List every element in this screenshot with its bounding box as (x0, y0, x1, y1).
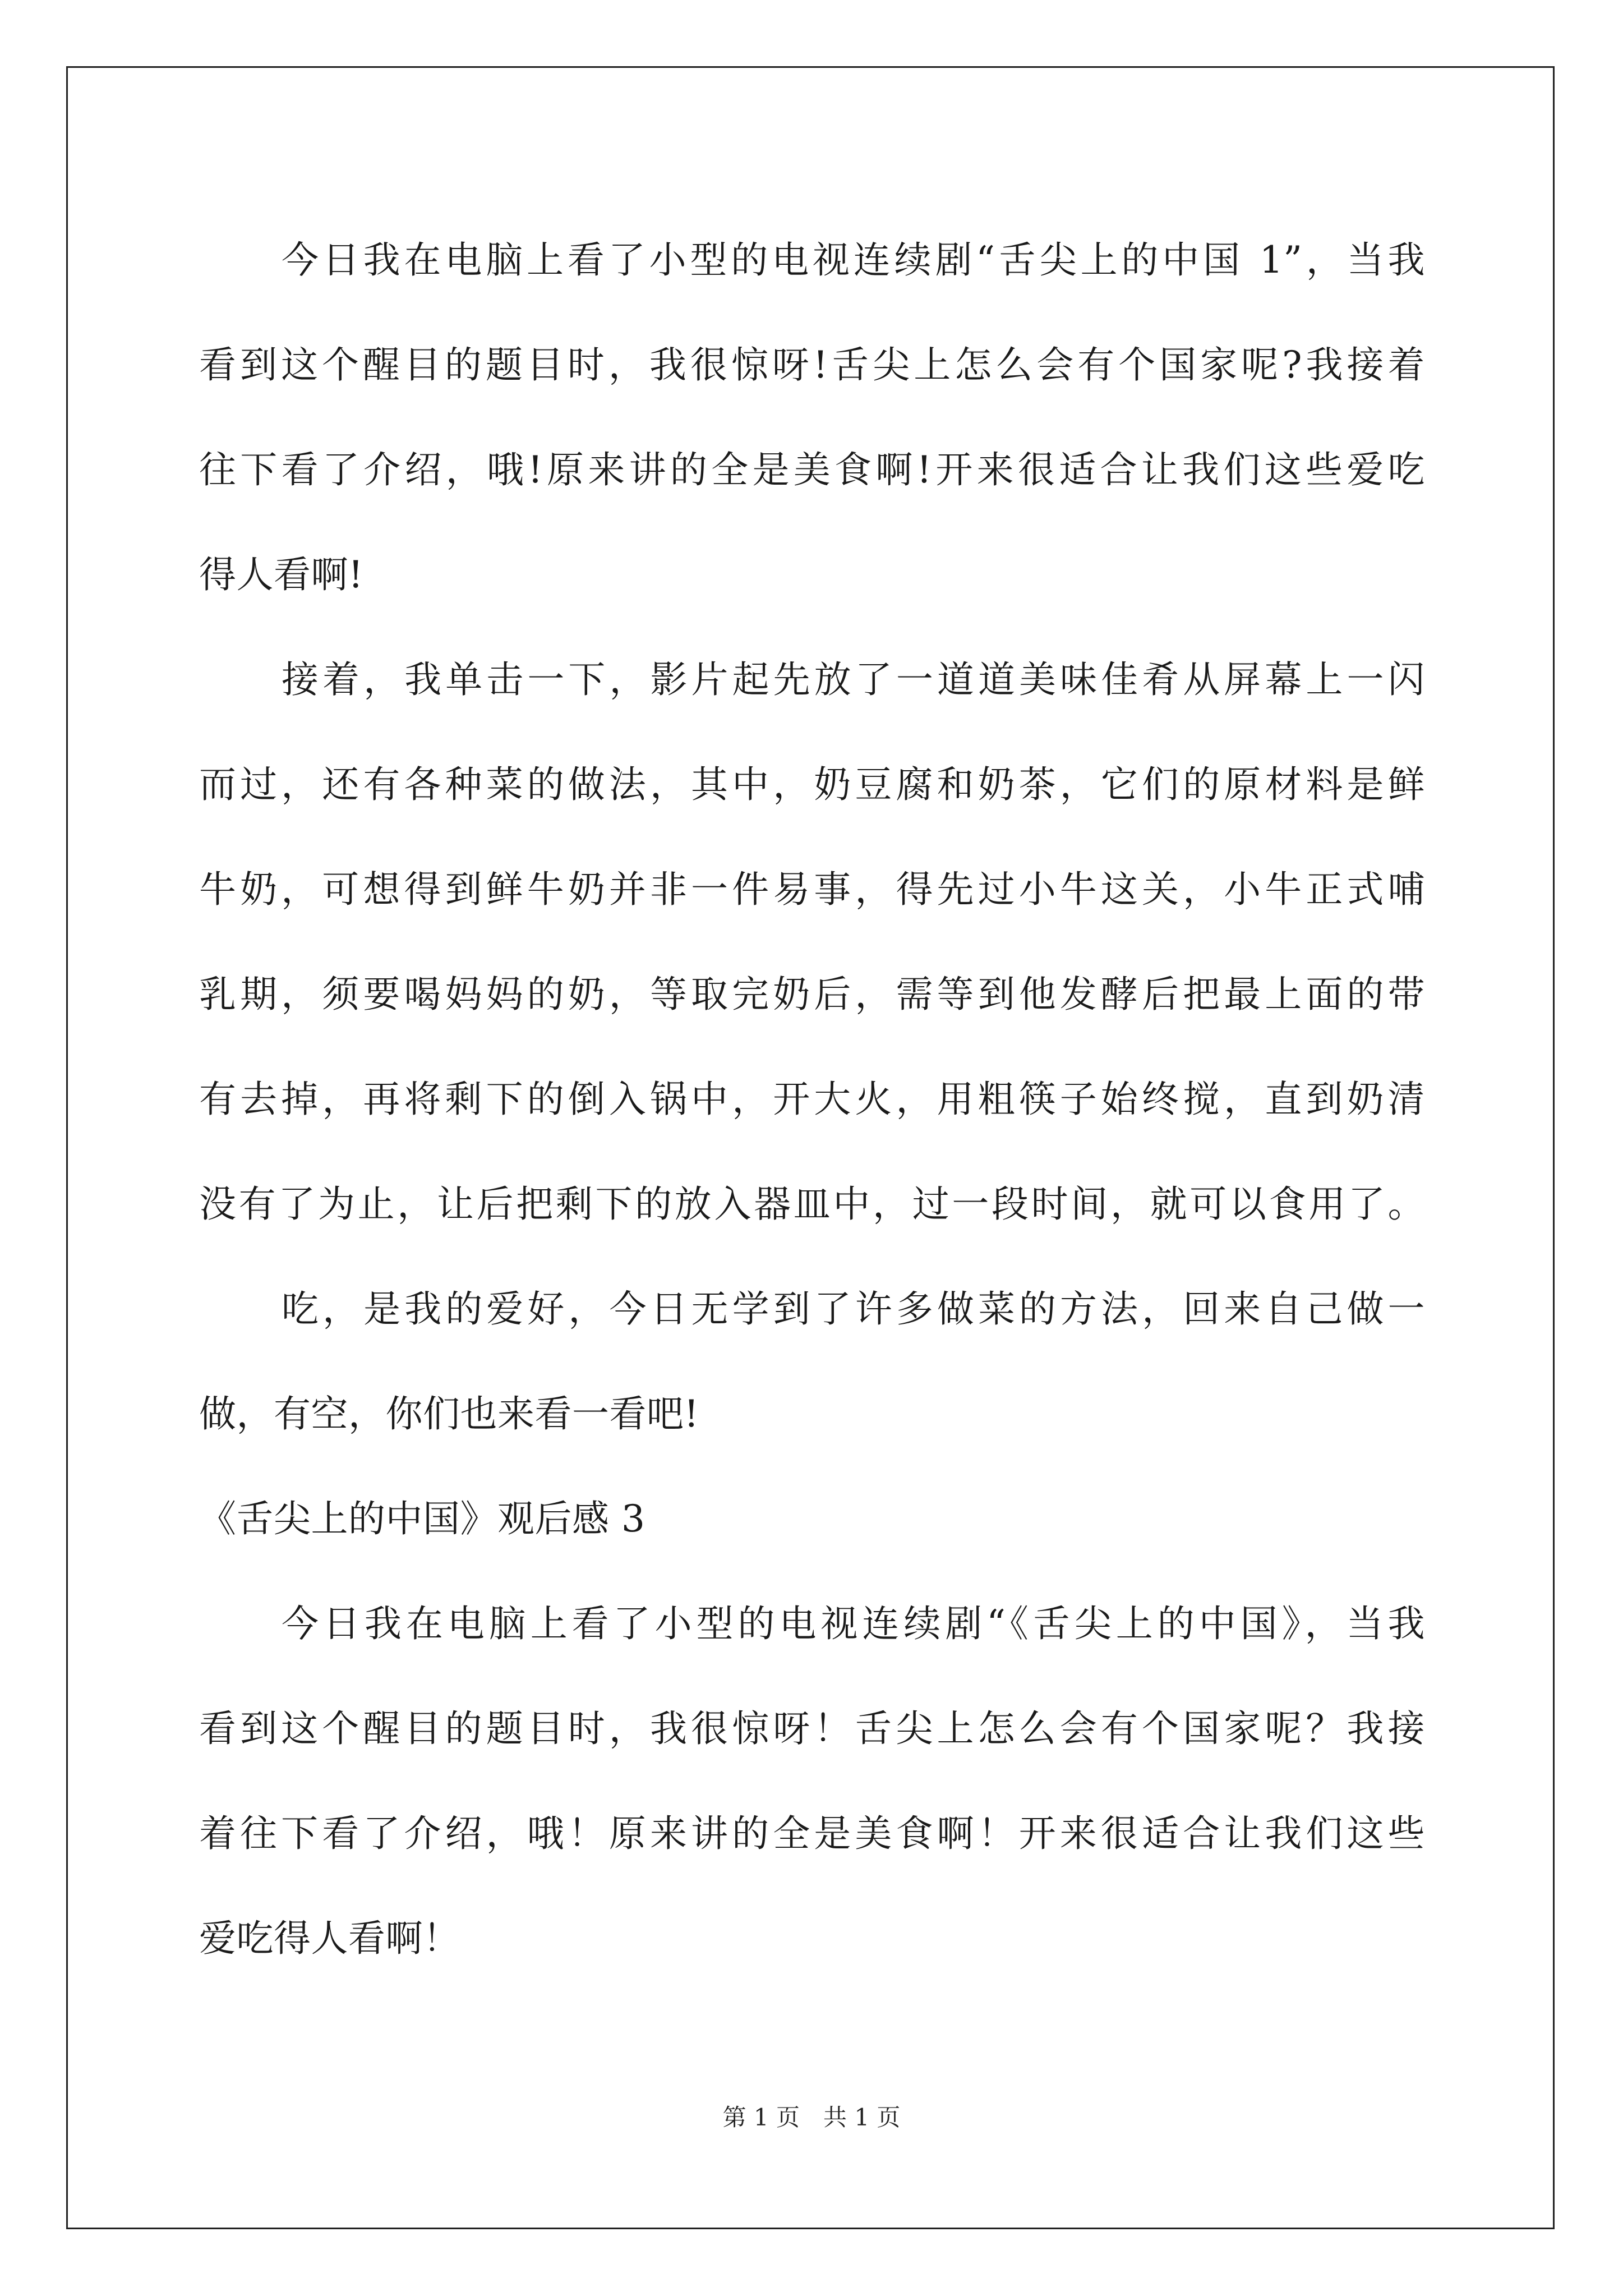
text-line: 看到这个醒目的题目时，我很惊呀！舌尖上怎么会有个国家呢？我接 (199, 1707, 1425, 1750)
paragraph-1 (199, 208, 1425, 627)
text-line: 做，有空，你们也来看一看吧! (199, 1392, 699, 1435)
text-line: 而过，还有各种菜的做法，其中，奶豆腐和奶茶，它们的原材料是鲜 (199, 763, 1425, 806)
text-line: 看到这个醒目的题目时，我很惊呀!舌尖上怎么会有个国家呢?我接着 (199, 343, 1425, 386)
text-line: 牛奶，可想得到鲜牛奶并非一件易事，得先过小牛这关，小牛正式哺 (199, 868, 1425, 911)
text-line: 接着，我单击一下，影片起先放了一道道美味佳肴从屏幕上一闪 (282, 658, 1425, 701)
paragraph-4 (199, 1571, 1425, 1991)
paragraph-2 (199, 627, 1425, 1257)
paragraph-3 (199, 1257, 1425, 1466)
text-line: 有去掉，再将剩下的倒入锅中，开大火，用粗筷子始终搅，直到奶清 (199, 1078, 1425, 1121)
text-line: 得人看啊! (199, 553, 364, 596)
text-line: 今日我在电脑上看了小型的电视连续剧“《舌尖上的中国》，当我 (282, 1602, 1425, 1645)
text-line: 乳期，须要喝妈妈的奶，等取完奶后，需等到他发酵后把最上面的带 (199, 973, 1425, 1016)
section-heading: 《舌尖上的中国》观后感 3 (199, 1497, 645, 1540)
page-number-footer: 第 1 页 共 1 页 (722, 2104, 901, 2131)
document-body (199, 208, 1425, 1991)
text-line: 爱吃得人看啊！ (199, 1917, 460, 1960)
text-line: 往下看了介绍，哦!原来讲的全是美食啊!开来很适合让我们这些爱吃 (199, 448, 1425, 491)
text-line: 吃，是我的爱好，今日无学到了许多做菜的方法，回来自己做一 (282, 1287, 1425, 1331)
text-line: 今日我在电脑上看了小型的电视连续剧“舌尖上的中国 1”，当我 (282, 238, 1425, 282)
text-line: 着往下看了介绍，哦！原来讲的全是美食啊！开来很适合让我们这些 (199, 1812, 1425, 1855)
text-line: 没有了为止，让后把剩下的放入器皿中，过一段时间，就可以食用了。 (199, 1182, 1425, 1226)
